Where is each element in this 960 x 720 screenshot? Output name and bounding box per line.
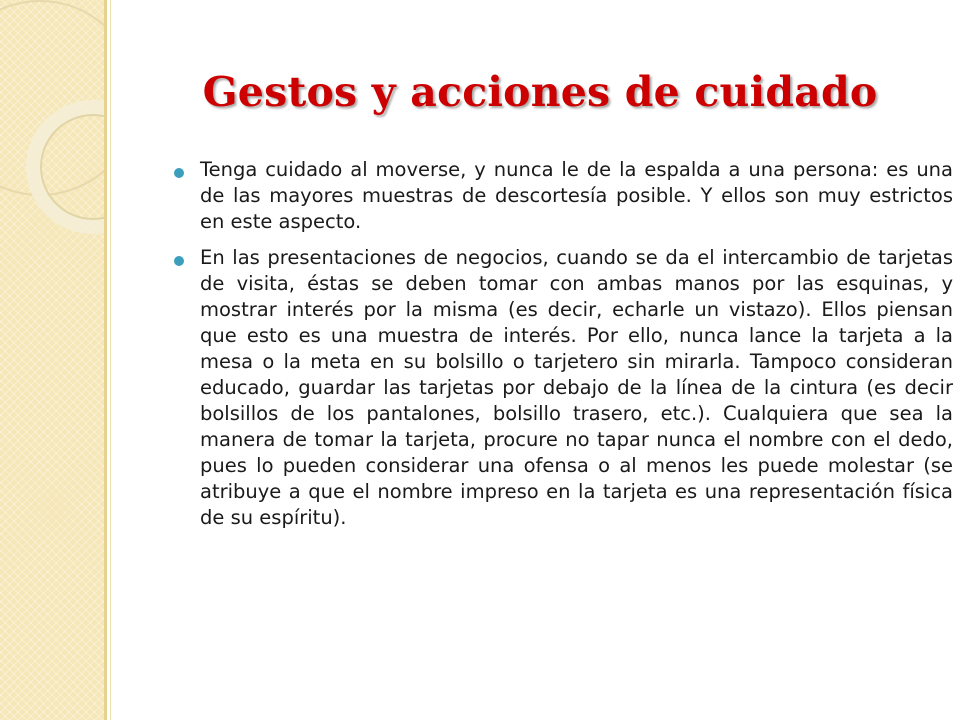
bullet-text-2: En las presentaciones de negocios, cuando se da el intercambio de tarjetas de visita, éstas se deben tomar con ambas manos por las esquinas, y mostrar interés por la misma (es decir, echarle un vistazo). Ellos piensan que esto es una muestra de interés. Por ello, nunca lance la tarjeta a la mesa o la meta en su bolsillo o tarjetero sin mirarla. Tampoco consideran educado, guardar las tarjetas por debajo de la línea de la cintura (es decir bolsillos de los pantalones, bolsillo trasero, etc.). Cualquiera que sea la manera de tomar la tarjeta, procure no tapar nunca el nombre con el dedo, pues lo pueden considerar una ofensa o al menos les puede molestar (se atribuye a que el nombre impreso en la tarjeta es una representación física de su espíritu). — [200, 246, 953, 529]
bullet-dot-icon — [174, 256, 184, 266]
bullet-dot-icon — [174, 168, 184, 178]
side-band-edge-line — [110, 0, 111, 720]
slide-title: Gestos y acciones de cuidado — [202, 68, 878, 116]
bullet-item-1 — [160, 157, 953, 235]
decorative-side-band — [0, 0, 104, 720]
bullet-item-2 — [160, 245, 953, 531]
bullet-text-1: Tenga cuidado al moverse, y nunca le de la espalda a una persona: es una de las mayores muestras de descortesía posible. Y ellos son muy estrictos en este aspecto. — [200, 158, 953, 233]
bullet-list — [160, 157, 953, 541]
side-band-edge — [104, 0, 107, 720]
